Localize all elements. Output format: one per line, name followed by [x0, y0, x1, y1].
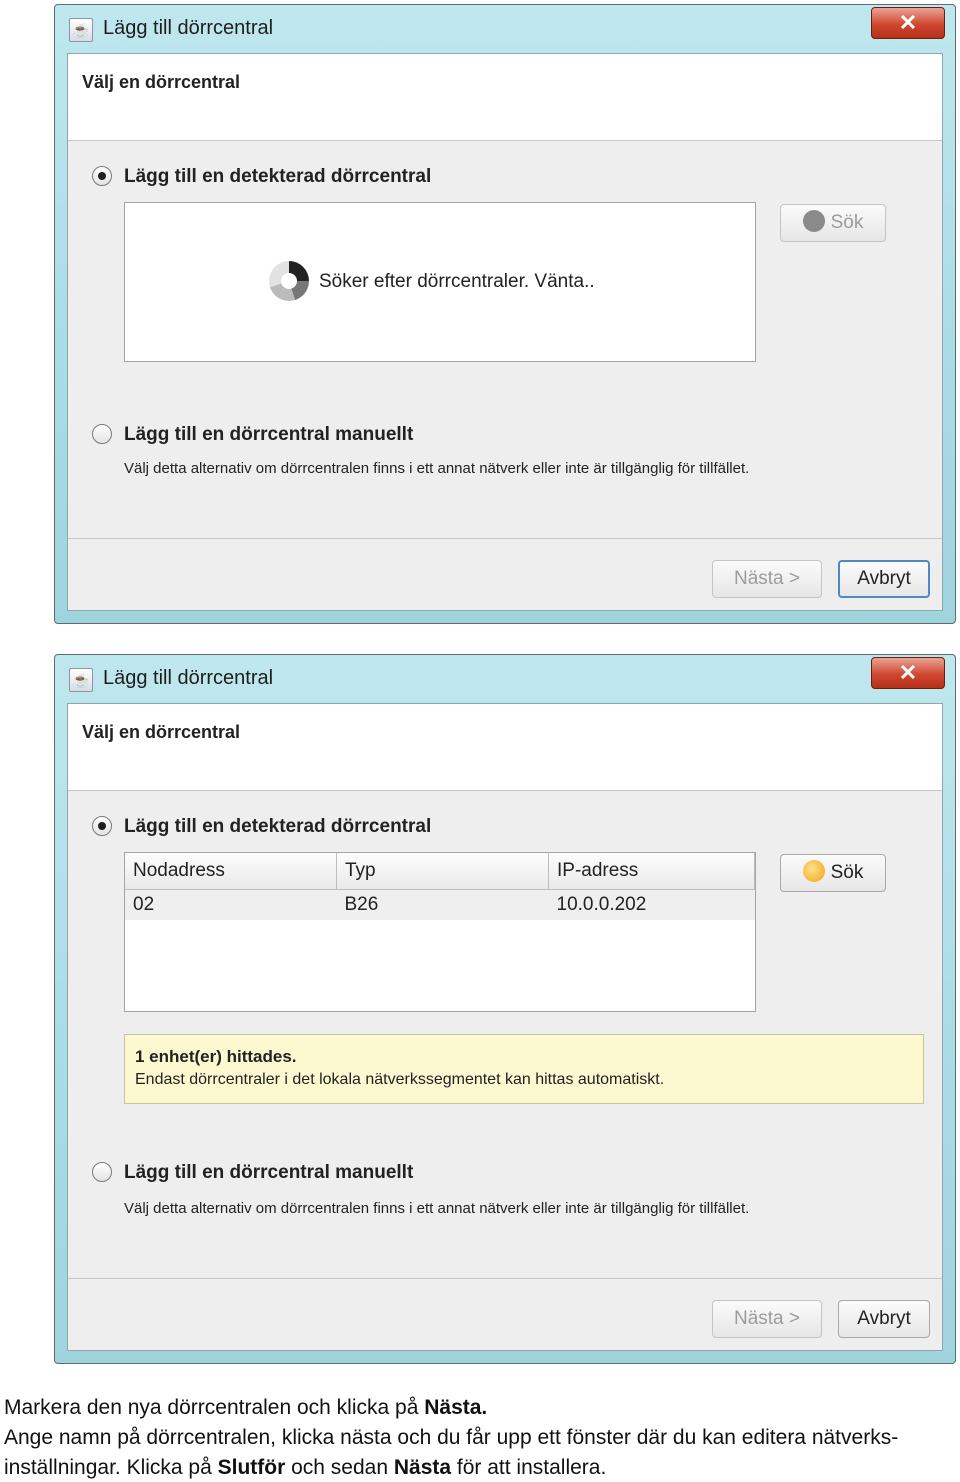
caption-line-3	[4, 1456, 606, 1480]
caption-text: för att installera.	[451, 1456, 607, 1479]
cell-nodadress: 02	[125, 890, 337, 921]
header-title: Välj en dörrcentral	[82, 72, 241, 92]
cell-ip: 10.0.0.202	[549, 890, 755, 921]
info-text: Endast dörrcentraler i det lokala nätverkssegmentet kan hittas automatiskt.	[135, 1071, 665, 1088]
search-button[interactable]	[780, 204, 886, 242]
window-title: Lägg till dörrcentral	[103, 667, 274, 689]
option-detected-label: Lägg till en detekterad dörrcentral	[124, 166, 432, 187]
dialog-content	[67, 53, 943, 611]
caption-line-2	[4, 1426, 898, 1450]
cancel-button[interactable]: Avbryt	[838, 1300, 930, 1338]
column-header-nodadress[interactable]: Nodadress	[125, 853, 337, 890]
window-title: Lägg till dörrcentral	[103, 17, 274, 39]
option-manual-description: Välj detta alternativ om dörrcentralen finns i ett annat nätverk eller inte är tillgänglig för tillfället.	[124, 1200, 750, 1217]
header-title: Välj en dörrcentral	[82, 722, 241, 742]
title-bar	[55, 5, 955, 53]
header-band	[68, 704, 942, 791]
radio-detected[interactable]	[92, 816, 112, 836]
caption-bold: Slutför	[217, 1456, 286, 1479]
column-header-ip[interactable]: IP-adress	[549, 853, 755, 890]
cancel-button[interactable]: Avbryt	[838, 560, 930, 598]
column-header-typ[interactable]: Typ	[337, 853, 549, 890]
java-app-icon: ☕	[69, 668, 93, 692]
caption-text: och sedan	[285, 1456, 394, 1479]
footer-divider	[68, 1278, 942, 1279]
header-band	[68, 54, 942, 141]
radio-detected[interactable]	[92, 166, 112, 186]
loading-spinner-icon	[269, 261, 309, 301]
radio-manual[interactable]	[92, 1162, 112, 1182]
option-manual-description: Välj detta alternativ om dörrcentralen finns i ett annat nätverk eller inte är tillgänglig för tillfället.	[124, 460, 750, 477]
next-button[interactable]: Nästa >	[712, 1300, 822, 1338]
dialog-searching	[54, 4, 956, 624]
caption-line-1	[4, 1396, 487, 1420]
info-title: 1 enhet(er) hittades.	[135, 1047, 297, 1066]
option-manual-label: Lägg till en dörrcentral manuellt	[124, 1162, 414, 1183]
caption-text: Markera den nya dörrcentralen och klicka på	[4, 1396, 425, 1419]
detected-table[interactable]	[124, 852, 756, 1012]
caption-bold: Nästa.	[424, 1396, 488, 1419]
table-header	[125, 853, 755, 890]
dialog-content	[67, 703, 943, 1351]
table-row[interactable]	[125, 890, 755, 921]
close-button[interactable]: ✕	[871, 657, 945, 689]
searching-status: Söker efter dörrcentraler. Vänta..	[319, 271, 595, 292]
search-refresh-icon	[803, 210, 825, 232]
footer-divider	[68, 538, 942, 539]
caption-text: Ange namn på dörrcentralen, klicka nästa och du får upp ett fönster där du kan editera nätverks-	[4, 1426, 899, 1449]
search-refresh-icon	[803, 860, 825, 882]
search-button-label: Sök	[830, 212, 864, 233]
radio-manual[interactable]	[92, 424, 112, 444]
info-panel	[124, 1034, 924, 1104]
caption-text: inställningar. Klicka på	[4, 1456, 218, 1479]
next-button[interactable]: Nästa >	[712, 560, 822, 598]
search-button-label: Sök	[830, 862, 864, 883]
caption-bold: Nästa	[393, 1456, 452, 1479]
title-bar	[55, 655, 955, 703]
search-button[interactable]	[780, 854, 886, 892]
detected-list[interactable]	[124, 202, 756, 362]
cell-typ: B26	[337, 890, 549, 921]
option-detected-label: Lägg till en detekterad dörrcentral	[124, 816, 432, 837]
option-manual-label: Lägg till en dörrcentral manuellt	[124, 424, 414, 445]
dialog-results	[54, 654, 956, 1364]
java-app-icon: ☕	[69, 18, 93, 42]
close-button[interactable]: ✕	[871, 7, 945, 39]
